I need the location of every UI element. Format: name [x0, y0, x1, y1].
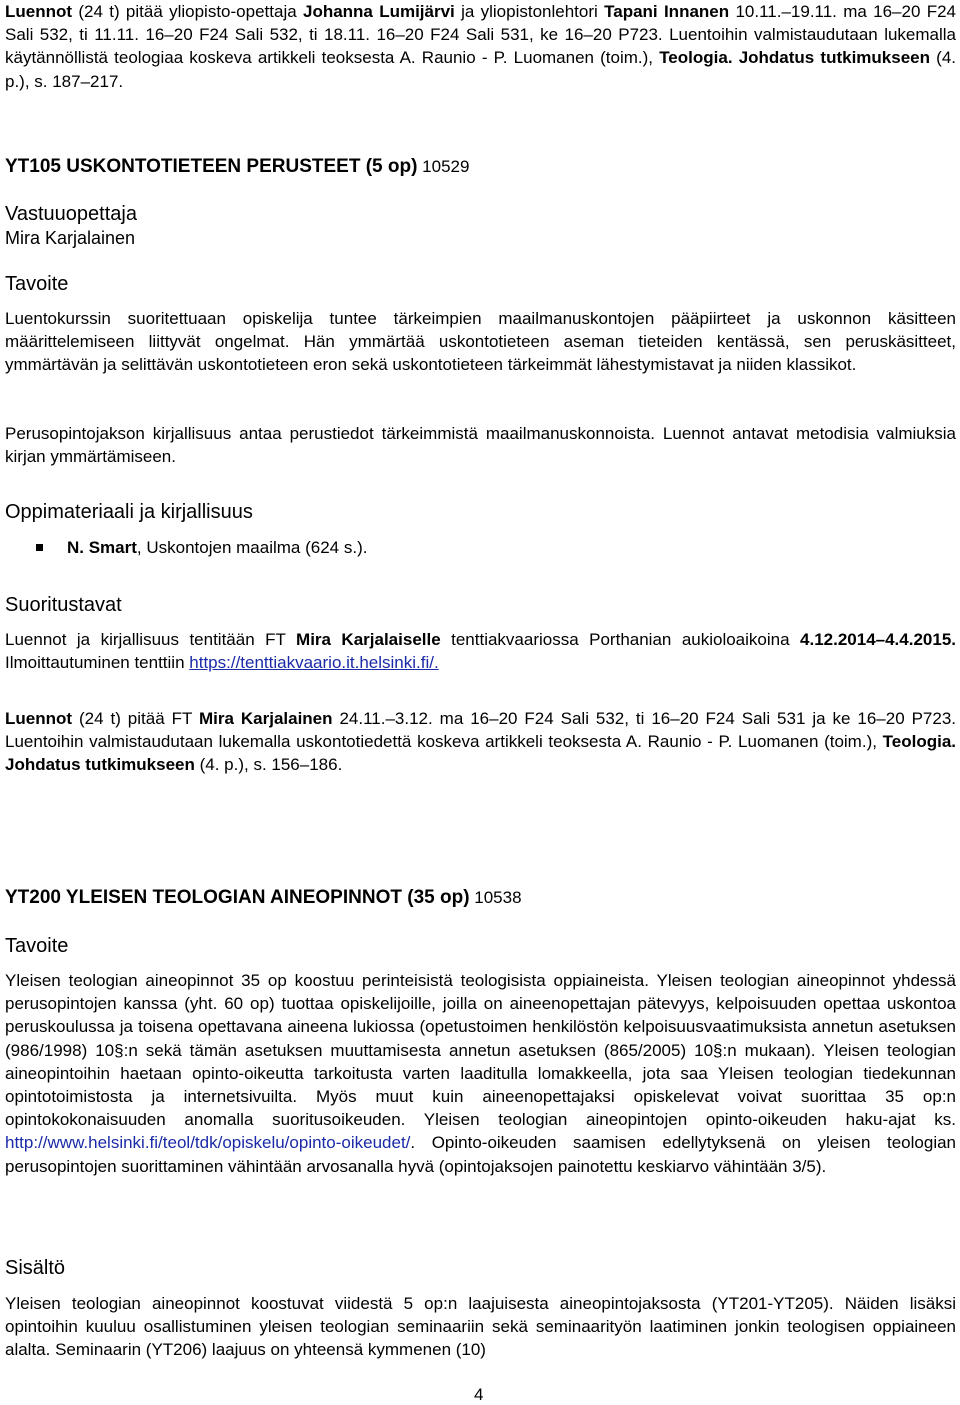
yt200-goal-heading: Tavoite	[5, 935, 69, 957]
intro-teacher-1: Johanna Lumijärvi	[302, 2, 455, 21]
methods-examiner: Mira Karjalaiselle	[296, 630, 441, 649]
yt105-course-code: 10529	[417, 157, 470, 176]
yt105-lectures-text	[5, 707, 956, 777]
intro-text: (4. p.), s. 187–217.	[5, 48, 956, 91]
material-item-text	[67, 536, 367, 559]
lectures-text: (4. p.), s. 156–186.	[194, 755, 343, 775]
yt200-course-code: 10538	[469, 888, 522, 907]
yt105-material-heading: Oppimateriaali ja kirjallisuus	[5, 501, 253, 523]
methods-text: tenttiakvaariossa Porthanian aukioloaikoina	[440, 630, 801, 649]
intro-text: 10.11.–19.11. ma 16–20 F24 Sali 532, ti 11.11. 16–20 F24 Sali 532, ti 18.11. 16–20 F24 Sali 531, ke 16–20 P723. Luentoihin valmistaudutaan lukemalla käytännöllistä teologiaa koskeva artikkeli teoksesta A. Raunio - P. Luomanen (toim.),	[5, 2, 957, 68]
yt105-goal-text: Luentokurssin suoritettuaan opiskelija tuntee tärkeimpien maailmanuskontojen pääpiirteet ja uskonnon käsitteen määrittelemiseen liittyvät ongelmat. Hän ymmärtää uskontotieteen aseman tieteiden kentässä, sen peruskäsitteet, ymmärtävän ja selittävän uskontotieteen eron sekä uskontotieteen tärkeimmät lähestymistavat ja niiden klassikot.	[5, 309, 956, 375]
yt105-methods-text	[5, 628, 956, 674]
methods-text: Ilmoittautuminen tenttiin	[5, 653, 190, 673]
yt200-title-text: YT200 YLEISEN TEOLOGIAN AINEOPINNOT (35 op)	[5, 887, 470, 908]
tenttiakvaario-link[interactable]: https://tenttiakvaario.it.helsinki.fi/.	[189, 653, 439, 673]
material-title: , Uskontojen maailma (624 s.).	[136, 538, 368, 557]
goal-text: Yleisen teologian aineopinnot 35 op koostuu perinteisistä teologisista oppiaineista. Yleisen teologian aineopinnot yhdessä perusopintojen kanssa (yht. 60 op) tuottaa opiskelijoille, joilla on aineenopettajan pätevyys, kelpoisuuden opettaa uskontoa peruskoulussa ja toisena opettavana aineena lukiossa (opetustoimen henkilöstön kelpoisuusvaatimuksista annetun asetuksen (986/1998) 10§:n sekä tämän asetuksen muuttamisesta annetun asetuksen (865/2005) 10§:n mukaan). Yleisen teologian aineopintoihin haetaan opinto-oikeutta tarkoitusta varten laaditulla lomakkeella, jota saa Yleisen teologian tiedekunnan opintotoimistosta ja internetsivuilta. Myös muut kuin aineenopettajaksi opiskelevat voivat suorittaa 35 op:n opintokokonaisuuden anomalla suoritusoikeuden. Yleisen teologian aineopintojen opinto-oikeuden haku-ajat ks.	[5, 971, 956, 1130]
lectures-label: Luennot	[5, 709, 73, 728]
yt105-course-title	[5, 155, 469, 179]
bullet-square-icon	[36, 544, 43, 551]
methods-text: Luennot ja kirjallisuus tentitään FT	[5, 630, 297, 649]
yt200-goal-text	[5, 969, 956, 1178]
intro-text: (24 t) pitää yliopisto-opettaja	[72, 2, 303, 21]
yt105-responsible-name: Mira Karjalainen	[5, 228, 136, 248]
goal-text: . Opinto-oikeuden saamisen edellytyksenä on yleisen teologian perusopintojen suorittaminen vähintään arvosanalla hyvä (opintojaksojen painotettu keskiarvo vähintään 3/5).	[5, 1133, 956, 1176]
yt105-title-text: YT105 USKONTOTIETEEN PERUSTEET (5 op)	[5, 156, 418, 177]
yt200-content-text: Yleisen teologian aineopinnot koostuvat viidestä 5 op:n laajuisesta aineopintojaksosta (YT201-YT205). Näiden lisäksi opintoihin kuuluu osallistuminen yleisen teologian seminaariin sekä seminaarityön laatiminen jonkin teologisen oppiaineen alalta. Seminaarin (YT206) laajuus on yhteensä kymmenen (10)	[5, 1294, 956, 1360]
lectures-text: 24.11.–3.12. ma 16–20 F24 Sali 532, ti 16–20 F24 Sali 531 ja ke 16–20 P723. Luentoihin valmistaudutaan lukemalla uskontotiedettä koskeva artikkeli teoksesta A. Raunio - P. Luomanen (toim.),	[5, 709, 957, 752]
opinto-oikeudet-link[interactable]: http://www.helsinki.fi/teol/tdk/opiskelu/opinto-oikeudet/	[5, 1133, 411, 1153]
lectures-teacher: Mira Karjalainen	[198, 709, 333, 728]
yt105-goal-text-2: Perusopintojakson kirjallisuus antaa perustiedot tärkeimmistä maailmanuskonnoista. Luennot antavat metodisia valmiuksia kirjan ymmärtämiseen.	[5, 424, 956, 467]
lectures-text: (24 t) pitää FT	[72, 709, 199, 728]
methods-dates: 4.12.2014–4.4.2015.	[800, 630, 956, 649]
intro-teacher-2: Tapani Innanen	[604, 2, 730, 21]
page-number: 4	[474, 1385, 484, 1404]
yt105-goal-heading: Tavoite	[5, 273, 69, 295]
lectures-book-title: Teologia. Johdatus tutkimukseen	[5, 732, 956, 775]
intro-text: ja yliopistonlehtori	[454, 2, 605, 21]
intro-lectures-label: Luennot	[5, 2, 73, 21]
material-author: N. Smart	[67, 538, 137, 557]
yt105-responsible-heading: Vastuuopettaja	[5, 203, 137, 225]
intro-paragraph	[5, 0, 956, 93]
yt200-content-heading: Sisältö	[5, 1257, 66, 1279]
yt105-methods-heading: Suoritustavat	[5, 594, 122, 616]
yt200-course-title	[5, 886, 522, 910]
intro-book-title: Teologia. Johdatus tutkimukseen	[659, 48, 930, 68]
